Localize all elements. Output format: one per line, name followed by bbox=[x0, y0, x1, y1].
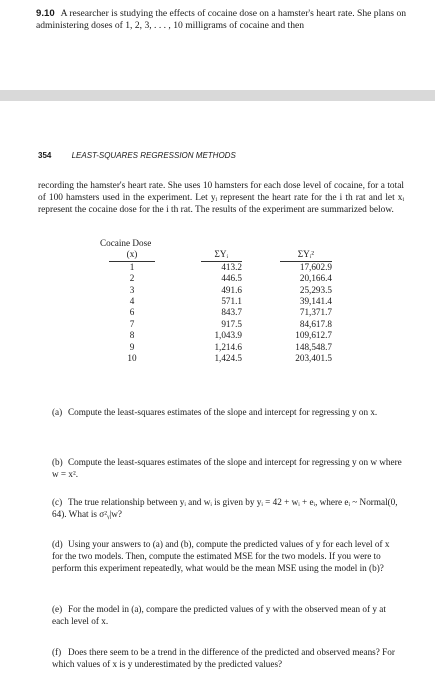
header-sum-y: ΣYᵢ bbox=[201, 249, 243, 261]
header-sum-y2: ΣYᵢ² bbox=[280, 249, 332, 261]
table-row bbox=[100, 353, 332, 364]
cell-dose: 8 bbox=[129, 330, 135, 341]
page-break-band bbox=[0, 90, 435, 101]
question-label: (f) bbox=[52, 647, 62, 657]
table-row bbox=[100, 296, 332, 307]
header-dose-label: Cocaine Dose bbox=[100, 238, 152, 248]
header-dose bbox=[100, 238, 164, 249]
table-row bbox=[100, 330, 332, 341]
question-text: The true relationship between yᵢ and wᵢ is given by yᵢ = 42 + wᵢ + eᵢ, where eᵢ ~ Normal(0, 64). What is σ²ᵧ|w? bbox=[52, 497, 398, 519]
cell-sum-y2: 25,293.5 bbox=[299, 284, 332, 295]
question-label: (e) bbox=[52, 604, 63, 614]
table-row bbox=[100, 319, 332, 330]
table-row bbox=[100, 262, 332, 273]
problem-number: 9.10 bbox=[36, 8, 55, 19]
question-item bbox=[52, 538, 402, 574]
question-label: (d) bbox=[52, 539, 63, 549]
table-row bbox=[100, 285, 332, 296]
question-text: Using your answers to (a) and (b), compute the predicted values of y for each level of x for the two models. Then, compute the estimated MSE for the two models. If you were to perform this experiment repeatedly, what would be the mean MSE using the model in (b)? bbox=[52, 539, 390, 573]
question-item bbox=[52, 406, 402, 418]
cell-sum-y: 446.5 bbox=[221, 273, 242, 284]
cell-dose: 3 bbox=[129, 284, 135, 295]
question-text: Compute the least-squares estimates of the slope and intercept for regressing y on x. bbox=[68, 407, 378, 417]
cell-dose: 6 bbox=[129, 307, 135, 318]
cell-sum-y2: 203,401.5 bbox=[295, 353, 332, 364]
question-label: (a) bbox=[52, 407, 63, 417]
results-table bbox=[100, 238, 332, 364]
cell-sum-y: 1,424.5 bbox=[214, 353, 242, 364]
question-item bbox=[52, 496, 402, 520]
cell-sum-y2: 17,602.9 bbox=[299, 261, 332, 272]
problem-body: recording the hamster's heart rate. She uses 10 hamsters for each dose level of cocaine, for a total of 100 hamsters used in the experiment. Let yᵢ represent the heart rate for the i th rat and let xᵢ represent the cocaine dose for the i th rat. The results of the experiment are summarized below. bbox=[38, 181, 404, 215]
cell-dose: 1 bbox=[129, 261, 135, 272]
cell-sum-y: 413.2 bbox=[221, 261, 242, 272]
cell-sum-y: 843.7 bbox=[221, 307, 242, 318]
question-item bbox=[52, 603, 402, 627]
problem-intro bbox=[36, 8, 416, 32]
header-dose-sub: (x) bbox=[109, 249, 156, 261]
question-text: For the model in (a), compare the predicted values of y with the observed mean of y at each level of x. bbox=[52, 604, 386, 626]
cell-sum-y: 1,214.6 bbox=[214, 341, 242, 352]
table-row bbox=[100, 273, 332, 284]
cell-dose: 10 bbox=[127, 353, 137, 364]
cell-sum-y2: 109,612.7 bbox=[295, 330, 332, 341]
results-table-body bbox=[100, 262, 332, 365]
table-row bbox=[100, 307, 332, 318]
cell-sum-y2: 39,141.4 bbox=[299, 296, 332, 307]
cell-dose: 7 bbox=[129, 318, 135, 329]
question-text: Does there seem to be a trend in the difference of the predicted and observed means? For which values of x is y underestimated by the predicted values? bbox=[52, 647, 395, 669]
cell-sum-y2: 71,371.7 bbox=[299, 307, 332, 318]
cell-sum-y2: 84,617.8 bbox=[299, 318, 332, 329]
page-number: 354 bbox=[38, 151, 52, 160]
cell-sum-y: 917.5 bbox=[221, 318, 242, 329]
problem-intro-text: A researcher is studying the effects of cocaine dose on a hamster's heart rate. She plans on administering doses of 1, 2, 3, . . . , 10 milligrams of cocaine and then bbox=[36, 8, 407, 31]
cell-sum-y: 571.1 bbox=[221, 296, 242, 307]
cell-sum-y2: 148,548.7 bbox=[295, 341, 332, 352]
chapter-title: LEAST-SQUARES REGRESSION METHODS bbox=[71, 151, 236, 160]
cell-dose: 9 bbox=[129, 341, 135, 352]
running-head bbox=[38, 151, 236, 160]
cell-dose: 2 bbox=[129, 273, 135, 284]
question-label: (b) bbox=[52, 457, 63, 467]
cell-sum-y2: 20,166.4 bbox=[299, 273, 332, 284]
cell-dose: 4 bbox=[129, 296, 135, 307]
question-label: (c) bbox=[52, 497, 63, 507]
question-item bbox=[52, 456, 402, 480]
question-item bbox=[52, 646, 402, 670]
cell-sum-y: 1,043.9 bbox=[214, 330, 242, 341]
cell-sum-y: 491.6 bbox=[221, 284, 242, 295]
table-row bbox=[100, 342, 332, 353]
question-text: Compute the least-squares estimates of the slope and intercept for regressing y on w where w = x². bbox=[52, 457, 402, 479]
